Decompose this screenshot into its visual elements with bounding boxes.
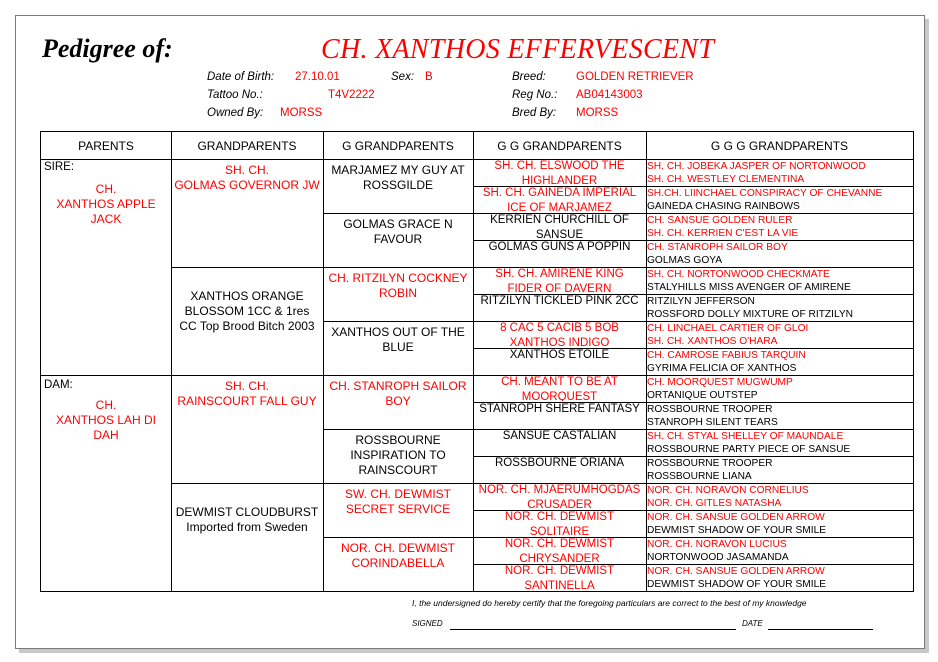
bred-label: Bred By:	[512, 107, 557, 119]
column-header-g-grandparents: G GRANDPARENTS	[323, 132, 473, 160]
ggg-grandparent-line: ROSSBOURNE TROOPER	[647, 403, 773, 415]
tattoo-value: T4V2222	[328, 89, 375, 101]
ggg-grandparent-line: CH. LINCHAEL CARTIER OF GLOI	[647, 322, 809, 334]
column-header-parents: PARENTS	[41, 132, 171, 160]
ggg-grandparent-line: SH. CH. KERRIEN C'EST LA VIE	[647, 228, 799, 239]
dog-name: CH. XANTHOS EFFERVESCENT	[321, 34, 715, 65]
g-grandparent-cell: XANTHOS OUT OF THE BLUE	[331, 325, 465, 354]
ggg-grandparent-line: NOR. CH. NORAVON CORNELIUS	[647, 484, 809, 496]
parent-cell: CH. XANTHOS APPLE JACK	[56, 182, 156, 226]
g-grandparent-cell: CH. RITZILYN COCKNEY ROBIN	[328, 271, 468, 300]
ggg-grandparent-line: NOR. CH. NORAVON LUCIUS	[647, 538, 787, 550]
ggg-grandparent-line: STANROPH SILENT TEARS	[647, 417, 778, 428]
column-header-ggg-grandparents: G G G GRANDPARENTS	[646, 132, 913, 160]
bred-value: MORSS	[576, 107, 619, 119]
pedigree-sheet	[15, 15, 925, 649]
column-divider	[171, 132, 172, 591]
gg-grandparent-cell: 8 CAC 5 CACIB 5 BOB XANTHOS INDIGO	[500, 322, 619, 347]
ggg-grandparent-line: ROSSFORD DOLLY MIXTURE OF RITZILYN	[647, 309, 854, 320]
g-grandparent-cell: CH. STANROPH SAILOR BOY	[329, 379, 467, 408]
ggg-grandparent-line: DEWMIST SHADOW OF YOUR SMILE	[647, 579, 827, 590]
ggg-grandparent-line: CH. CAMROSE FABIUS TARQUIN	[647, 349, 806, 361]
owned-label: Owned By:	[207, 107, 264, 119]
date-line	[768, 629, 873, 630]
column-divider	[323, 132, 324, 591]
breed-value: GOLDEN RETRIEVER	[576, 71, 694, 83]
g-grandparent-cell: SW. CH. DEWMIST SECRET SERVICE	[345, 487, 451, 516]
ggg-grandparent-line: ROSSBOURNE PARTY PIECE OF SANSUE	[647, 444, 851, 455]
column-header-gg-grandparents: G G GRANDPARENTS	[473, 132, 646, 160]
ggg-grandparent-line: SH.CH. LIINCHAEL CONSPIRACY OF CHEVANNE	[647, 187, 883, 199]
tattoo-label: Tattoo No.:	[207, 89, 263, 101]
ggg-grandparent-line: CH. MOORQUEST MUGWUMP	[647, 376, 793, 388]
column-divider	[473, 132, 474, 591]
grandparent-cell: DEWMIST CLOUDBURST Imported from Sweden	[175, 505, 319, 534]
gg-grandparent-cell: SH. CH. ELSWOOD THE HIGHLANDER	[494, 160, 625, 185]
ggg-grandparent-line: SH. CH. STYAL SHELLEY OF MAUNDALE	[647, 430, 844, 442]
gg-grandparent-cell: NOR. CH. DEWMIST CHRYSANDER	[504, 538, 615, 563]
ggg-grandparent-line: GAINEDA CHASING RAINBOWS	[647, 201, 800, 212]
sex-label: Sex:	[391, 71, 415, 83]
gg-grandparent-cell: NOR. CH. DEWMIST SANTINELLA	[504, 565, 615, 590]
gg-grandparent-cell: SANSUE CASTALIAN	[502, 430, 617, 442]
grandparent-cell: XANTHOS ORANGE BLOSSOM 1CC & 1res CC Top Brood Bitch 2003	[179, 289, 315, 333]
gg-grandparent-cell: SH. CH. AMIRENE KING FIDER OF DAVERN	[495, 268, 624, 293]
ggg-grandparent-line: SH. CH. XANTHOS O'HARA	[647, 336, 778, 347]
pedigree-title-label: Pedigree of:	[42, 34, 173, 63]
grandparent-cell: SH. CH. RAINSCOURT FALL GUY	[177, 379, 317, 408]
sire-label: SIRE:	[44, 161, 75, 173]
ggg-grandparent-line: ORTANIQUE OUTSTEP	[647, 390, 758, 401]
ggg-grandparent-line: CH. STANROPH SAILOR BOY	[647, 241, 788, 253]
ggg-grandparent-line: NOR. CH. SANSUE GOLDEN ARROW	[647, 511, 825, 523]
gg-grandparent-cell: CH. MEANT TO BE AT MOORQUEST	[501, 376, 618, 401]
ggg-grandparent-line: CH. SANSUE GOLDEN RULER	[647, 214, 793, 226]
ggg-grandparent-line: ROSSBOURNE LIANA	[647, 471, 752, 482]
ggg-grandparent-line: NORTONWOOD JASAMANDA	[647, 552, 789, 563]
ggg-grandparent-line: DEWMIST SHADOW OF YOUR SMILE	[647, 525, 827, 536]
ggg-grandparent-line: NOR. CH. GITLES NATASHA	[647, 498, 782, 509]
signed-label: SIGNED	[412, 619, 443, 628]
g-grandparent-cell: ROSSBOURNE INSPIRATION TO RAINSCOURT	[350, 433, 446, 477]
signature-line	[450, 629, 736, 630]
reg-label: Reg No.:	[512, 89, 558, 101]
ggg-grandparent-line: ROSSBOURNE TROOPER	[647, 457, 773, 469]
date-label: DATE	[742, 619, 763, 628]
gg-grandparent-cell: XANTHOS ETOILE	[509, 349, 610, 361]
ggg-grandparent-line: NOR. CH. SANSUE GOLDEN ARROW	[647, 565, 825, 577]
sex-value: B	[425, 71, 433, 83]
reg-value: AB04143003	[576, 89, 643, 101]
pedigree-table	[40, 131, 914, 592]
g-grandparent-cell: NOR. CH. DEWMIST CORINDABELLA	[341, 541, 455, 570]
parent-cell: CH. XANTHOS LAH DI DAH	[55, 398, 157, 442]
ggg-grandparent-line: SH. CH. JOBEKA JASPER OF NORTONWOOD	[647, 160, 866, 172]
ggg-grandparent-line: SH. CH. NORTONWOOD CHECKMATE	[647, 268, 830, 280]
ggg-grandparent-line: STALYHILLS MISS AVENGER OF AMIRENE	[647, 282, 851, 293]
gg-grandparent-cell: NOR. CH. MJAERUMHOGDAS CRUSADER	[478, 484, 641, 509]
dam-label: DAM:	[44, 379, 73, 391]
gg-grandparent-cell: ROSSBOURNE ORIANA	[494, 457, 625, 469]
owned-value: MORSS	[280, 107, 323, 119]
gg-grandparent-cell: SH. CH. GAINEDA IMPERIAL ICE OF MARJAMEZ	[482, 187, 637, 212]
g-grandparent-cell: GOLMAS GRACE N FAVOUR	[343, 217, 453, 246]
gg-grandparent-cell: RITZILYN TICKLED PINK 2CC	[480, 295, 639, 307]
g-grandparent-cell: MARJAMEZ MY GUY AT ROSSGILDE	[331, 163, 465, 192]
grandparent-cell: SH. CH. GOLMAS GOVERNOR JW	[174, 163, 320, 192]
certification-text: I, the undersigned do hereby certify that the foregoing particulars are correct to the best of my knowledge	[412, 598, 807, 608]
ggg-grandparent-line: GOLMAS GOYA	[647, 255, 723, 266]
ggg-grandparent-line: RITZILYN JEFFERSON	[647, 295, 755, 307]
dob-value: 27.10.01	[295, 71, 340, 83]
ggg-grandparent-line: SH. CH. WESTLEY CLEMENTINA	[647, 174, 805, 185]
breed-label: Breed:	[512, 71, 546, 83]
gg-grandparent-cell: STANROPH SHERE FANTASY	[479, 403, 640, 415]
gg-grandparent-cell: KERRIEN CHURCHILL OF SANSUE	[490, 214, 629, 239]
column-header-grandparents: GRANDPARENTS	[171, 132, 323, 160]
gg-grandparent-cell: GOLMAS GUNS A POPPIN	[488, 241, 631, 253]
gg-grandparent-cell: NOR. CH. DEWMIST SOLITAIRE	[504, 511, 615, 536]
ggg-grandparent-line: GYRIMA FELICIA OF XANTHOS	[647, 363, 797, 374]
dob-label: Date of Birth:	[207, 71, 275, 83]
